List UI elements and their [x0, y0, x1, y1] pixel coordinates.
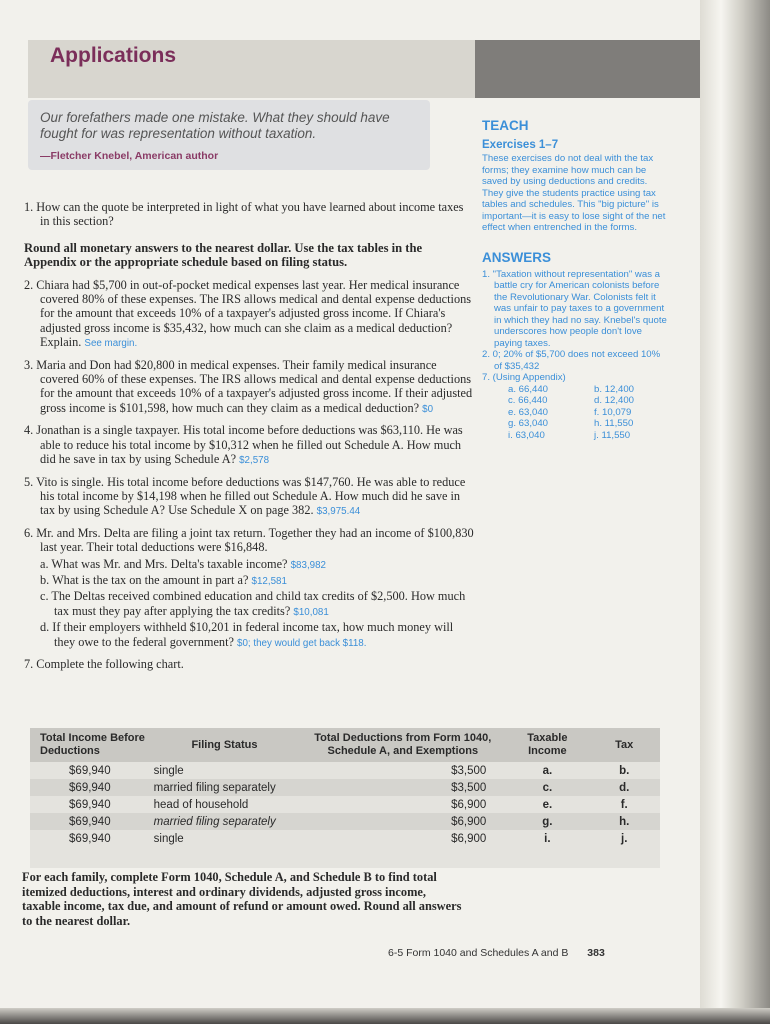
- answer-6c: $10,081: [293, 606, 329, 618]
- cell-deductions: $6,900: [299, 813, 506, 830]
- cell-deductions: $3,500: [299, 779, 506, 796]
- answer-key-7a: a. 66,440: [508, 383, 549, 395]
- cell-taxable: g.: [506, 813, 588, 830]
- teach-heading: TEACH: [482, 118, 529, 133]
- cell-tax: d.: [588, 779, 660, 796]
- answer-key-7d: d. 12,400: [594, 395, 635, 406]
- page-footer: [388, 947, 605, 959]
- cell-income: $69,940: [30, 779, 150, 796]
- tax-table: [30, 728, 660, 847]
- col-taxable: Taxable Income: [506, 728, 588, 762]
- question-2: [24, 278, 474, 352]
- table-row: [30, 796, 660, 813]
- table-row: [30, 813, 660, 830]
- question-6b-text: b. What is the tax on the amount in part a?: [40, 572, 249, 587]
- teach-text: These exercises do not deal with the tax forms; they examine how much can be saved by using deductions and credits. They give the students practice using tax tables and schedules. This "big picture" is important—it is easy to lose sight of the net effect when entrenched in the forms.: [482, 153, 666, 233]
- cell-status: married filing separately: [150, 779, 300, 796]
- question-6c-text: c. The Deltas received combined education and child tax credits of $2,500. How much tax must they pay after applying the tax credits?: [40, 589, 466, 618]
- answer-4: $2,578: [239, 455, 270, 467]
- quote-text: Our forefathers made one mistake. What they should have fought for was representation without taxation.: [40, 110, 390, 141]
- cell-tax: j.: [621, 832, 628, 845]
- answers-heading: ANSWERS: [482, 249, 552, 265]
- answer-6a: $83,982: [290, 559, 327, 571]
- cell-deductions: $6,900: [451, 832, 487, 845]
- table-row: [30, 762, 660, 779]
- answer-key-7f: f. 10,079: [594, 406, 632, 418]
- question-6: 6. Mr. and Mrs. Delta are filing a joint tax return. Together they had an income of $100,830 last year. Their total deductions were $16,848.: [24, 525, 474, 555]
- cell-taxable: e.: [542, 798, 553, 811]
- question-6b: [24, 573, 474, 589]
- question-2-text: 2. Chiara had $5,700 in out-of-pocket medical expenses last year. Her medical insurance covered 80% of these expenses. The IRS allows medical and dental expense deductions for the amount that exceeds 10% of a taxpayer's adjusted gross income. If Chiara's adjusted gross income is $35,432, how much can she claim as a medical deduction? Explain.: [24, 277, 472, 350]
- cell-income: $69,940: [69, 764, 111, 777]
- table-row: [30, 830, 660, 847]
- answer-key-1: 1. "Taxation without representation" was a battle cry for American colonists before the Revolutionary War. Colonists felt it was unfair to pay taxes to a government in which they had no say. Knebel's quote underscores how people don't love paying taxes.: [482, 268, 667, 349]
- question-3: [24, 358, 474, 418]
- exercise-list: [24, 200, 474, 677]
- answer-6b: $12,581: [251, 575, 287, 587]
- question-6d-text: d. If their employers withheld $10,201 in federal income tax, how much money will they owe to the federal government?: [40, 620, 454, 649]
- cell-tax: b.: [619, 764, 630, 777]
- answer-key-7g: g. 63,040: [508, 418, 549, 429]
- exercises-heading: Exercises 1–7: [482, 139, 559, 151]
- answer-key-7: 7. (Using Appendix): [482, 372, 566, 383]
- cell-status: married filing separately: [150, 813, 300, 830]
- question-6d: [24, 620, 474, 651]
- question-4-text: 4. Jonathan is a single taxpayer. His total income before deductions was $63,110. He was able to reduce his total income by $10,312 when he filled out Schedule A. How much did he save in tax by using Schedule A?: [24, 423, 463, 467]
- header-band-dark: [475, 40, 700, 98]
- tax-chart: [30, 728, 660, 868]
- answer-key-7b: b. 12,400: [594, 383, 635, 395]
- cell-tax: h.: [588, 813, 660, 830]
- cell-tax: f.: [620, 798, 628, 811]
- cell-taxable: a.: [542, 764, 553, 777]
- col-income: Total Income Before Deductions: [30, 728, 150, 762]
- answer-5: $3,975.44: [316, 506, 361, 518]
- cell-deductions: $3,500: [451, 764, 487, 777]
- table-row: [30, 779, 660, 796]
- cell-taxable: i.: [544, 832, 551, 845]
- question-1: 1. How can the quote be interpreted in light of what you have learned about income taxes in this section?: [24, 200, 464, 229]
- question-6a-text: a. What was Mr. and Mrs. Delta's taxable income?: [40, 556, 288, 571]
- cell-income: $69,940: [69, 832, 111, 845]
- teacher-sidebar: [482, 118, 668, 441]
- cell-taxable: c.: [506, 779, 588, 796]
- page-heading: Applications: [50, 44, 177, 67]
- answer-key-7-grid: [482, 384, 668, 442]
- quote-author: —Fletcher Knebel, American author: [40, 150, 219, 162]
- answer-3: $0: [422, 403, 434, 415]
- question-7: 7. Complete the following chart.: [24, 656, 184, 671]
- question-5: [24, 475, 474, 520]
- cell-income: $69,940: [30, 813, 150, 830]
- col-deductions: Total Deductions from Form 1040, Schedule A, and Exemptions: [299, 728, 506, 762]
- answer-6d: $0; they would get back $118.: [237, 637, 367, 649]
- cell-status: single: [153, 764, 184, 777]
- col-status: Filing Status: [150, 728, 300, 762]
- closing-instructions: For each family, complete Form 1040, Schedule A, and Schedule B to find total itemized deductions, interest and ordinary dividends, adjusted gross income, taxable income, tax due, and amount of refund or amount owed. Round all answers to the nearest dollar.: [22, 870, 462, 928]
- col-tax: Tax: [588, 728, 660, 762]
- question-3-text: 3. Maria and Don had $20,800 in medical expenses. Their family medical insurance covered 60% of these expenses. The IRS allows medical and dental expense deductions for the amount that exceeds 10% of a taxpayer's adjusted gross income. If their adjusted gross income is $101,598, how much can they claim as a medical deduction?: [24, 357, 473, 415]
- page-edge-bottom: [0, 1008, 770, 1024]
- answer-key-2: 2. 0; 20% of $5,700 does not exceed 10% of $35,432: [482, 349, 661, 372]
- cell-deductions: $6,900: [451, 798, 487, 811]
- rounding-instruction: Round all monetary answers to the nearest dollar. Use the tax tables in the Appendix or the appropriate schedule based on filing status.: [24, 240, 423, 270]
- cell-status: single: [153, 832, 184, 845]
- question-5-text: 5. Vito is single. His total income before deductions was $147,760. He was able to reduce his total income by $14,198 when he filled out Schedule A. How much did he save in tax by using Schedule A? Use Schedule X on page 382.: [24, 474, 466, 518]
- answer-key-7e: e. 63,040: [508, 406, 549, 418]
- page-number: 383: [587, 947, 605, 959]
- cell-income: $69,940: [69, 798, 111, 811]
- answer-key-7h: h. 11,550: [594, 418, 634, 429]
- table-header-row: [30, 728, 660, 762]
- page-edge-right: [700, 0, 770, 1024]
- answer-key-7i: i. 63,040: [508, 429, 545, 441]
- footer-section: 6-5 Form 1040 and Schedules A and B: [388, 947, 569, 959]
- answer-2: See margin.: [84, 338, 138, 350]
- cell-status: head of household: [153, 798, 249, 811]
- answer-key-7j: j. 11,550: [594, 429, 631, 441]
- question-4: [24, 423, 474, 468]
- question-6a: [24, 557, 474, 573]
- answer-key-7c: c. 66,440: [508, 395, 548, 406]
- question-6c: [24, 589, 474, 620]
